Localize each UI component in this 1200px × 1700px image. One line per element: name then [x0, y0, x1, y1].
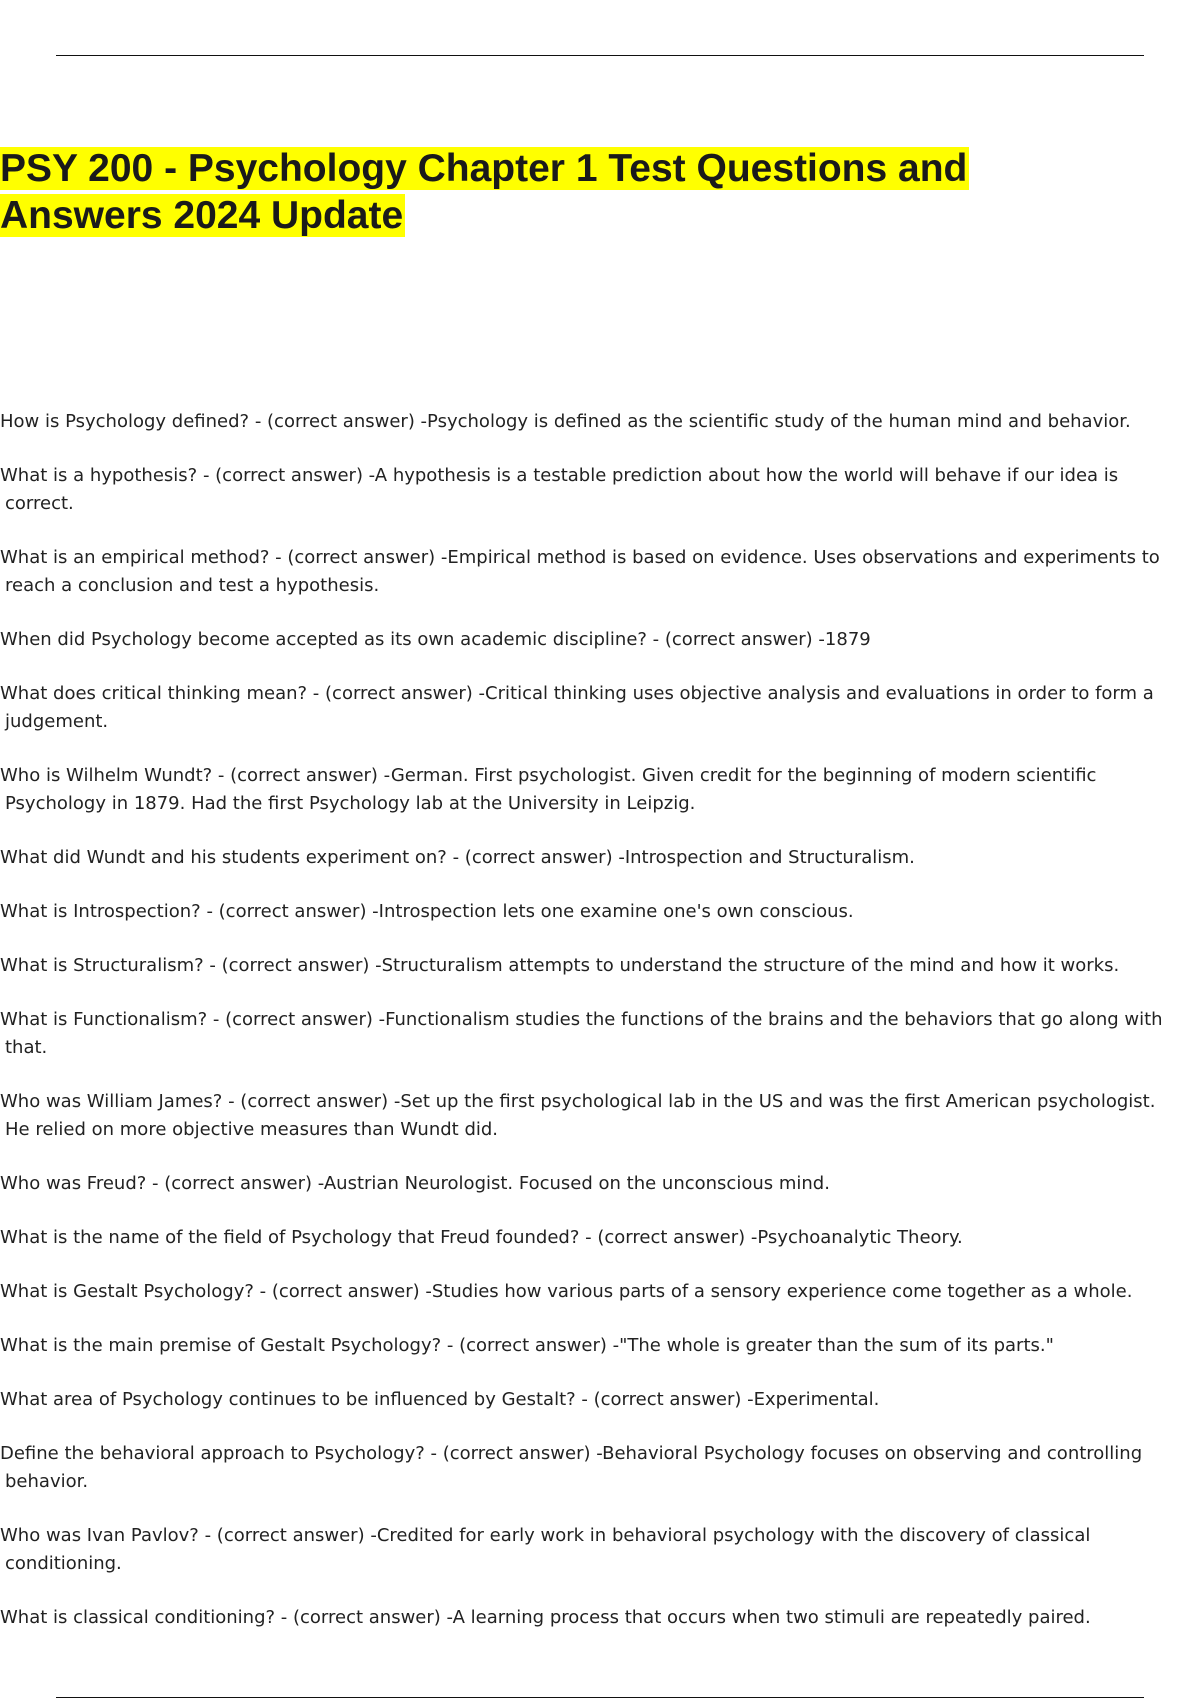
bottom-divider [56, 1697, 1144, 1698]
title-highlight: PSY 200 - Psychology Chapter 1 Test Questions and Answers 2024 Update [0, 147, 968, 237]
qa-item: How is Psychology defined? - (correct answer) -Psychology is defined as the scientific study of the human mind and behavior. [0, 411, 1131, 432]
qa-item: What is a hypothesis? - (correct answer) -A hypothesis is a testable prediction about how the world will behave if our idea is correct. [0, 465, 1119, 514]
qa-item: What is classical conditioning? - (correct answer) -A learning process that occurs when two stimuli are repeatedly paired. [0, 1607, 1091, 1628]
document-title [0, 145, 1120, 239]
qa-item: Who was William James? - (correct answer) -Set up the first psychological lab in the US and was the first American psychologist. He relied on more objective measures than Wundt did. [0, 1091, 1156, 1140]
qa-item: What is the main premise of Gestalt Psychology? - (correct answer) -"The whole is greater than the sum of its parts." [0, 1335, 1054, 1356]
qa-item: Who was Freud? - (correct answer) -Austrian Neurologist. Focused on the unconscious mind. [0, 1173, 830, 1194]
qa-item: What did Wundt and his students experiment on? - (correct answer) -Introspection and Structuralism. [0, 847, 915, 868]
qa-item: What is Introspection? - (correct answer) -Introspection lets one examine one's own conscious. [0, 901, 854, 922]
top-divider [56, 55, 1144, 56]
qa-item: Who is Wilhelm Wundt? - (correct answer) -German. First psychologist. Given credit for the beginning of modern scientific Psychology in 1879. Had the first Psychology lab at the University in Leipzig. [0, 765, 1097, 814]
qa-item: Define the behavioral approach to Psychology? - (correct answer) -Behavioral Psychology focuses on observing and controlling behavior. [0, 1443, 1143, 1492]
qa-item: Who was Ivan Pavlov? - (correct answer) -Credited for early work in behavioral psychology with the discovery of classical conditioning. [0, 1525, 1091, 1574]
qa-item: What is Structuralism? - (correct answer) -Structuralism attempts to understand the structure of the mind and how it works. [0, 955, 1120, 976]
qa-item: What area of Psychology continues to be influenced by Gestalt? - (correct answer) -Experimental. [0, 1389, 880, 1410]
qa-item: When did Psychology become accepted as its own academic discipline? - (correct answer) -1879 [0, 629, 871, 650]
qa-item: What is the name of the field of Psychology that Freud founded? - (correct answer) -Psychoanalytic Theory. [0, 1227, 963, 1248]
document-header [0, 145, 1120, 239]
qa-item: What is Gestalt Psychology? - (correct answer) -Studies how various parts of a sensory experience come together as a whole. [0, 1281, 1133, 1302]
qa-item: What does critical thinking mean? - (correct answer) -Critical thinking uses objective analysis and evaluations in order to form a judgement. [0, 683, 1154, 732]
qa-item: What is an empirical method? - (correct answer) -Empirical method is based on evidence. Uses observations and experiments to reach a conclusion and test a hypothesis. [0, 547, 1160, 596]
qa-item: What is Functionalism? - (correct answer) -Functionalism studies the functions of the brains and the behaviors that go along with that. [0, 1009, 1163, 1058]
qa-list [0, 408, 1165, 1658]
